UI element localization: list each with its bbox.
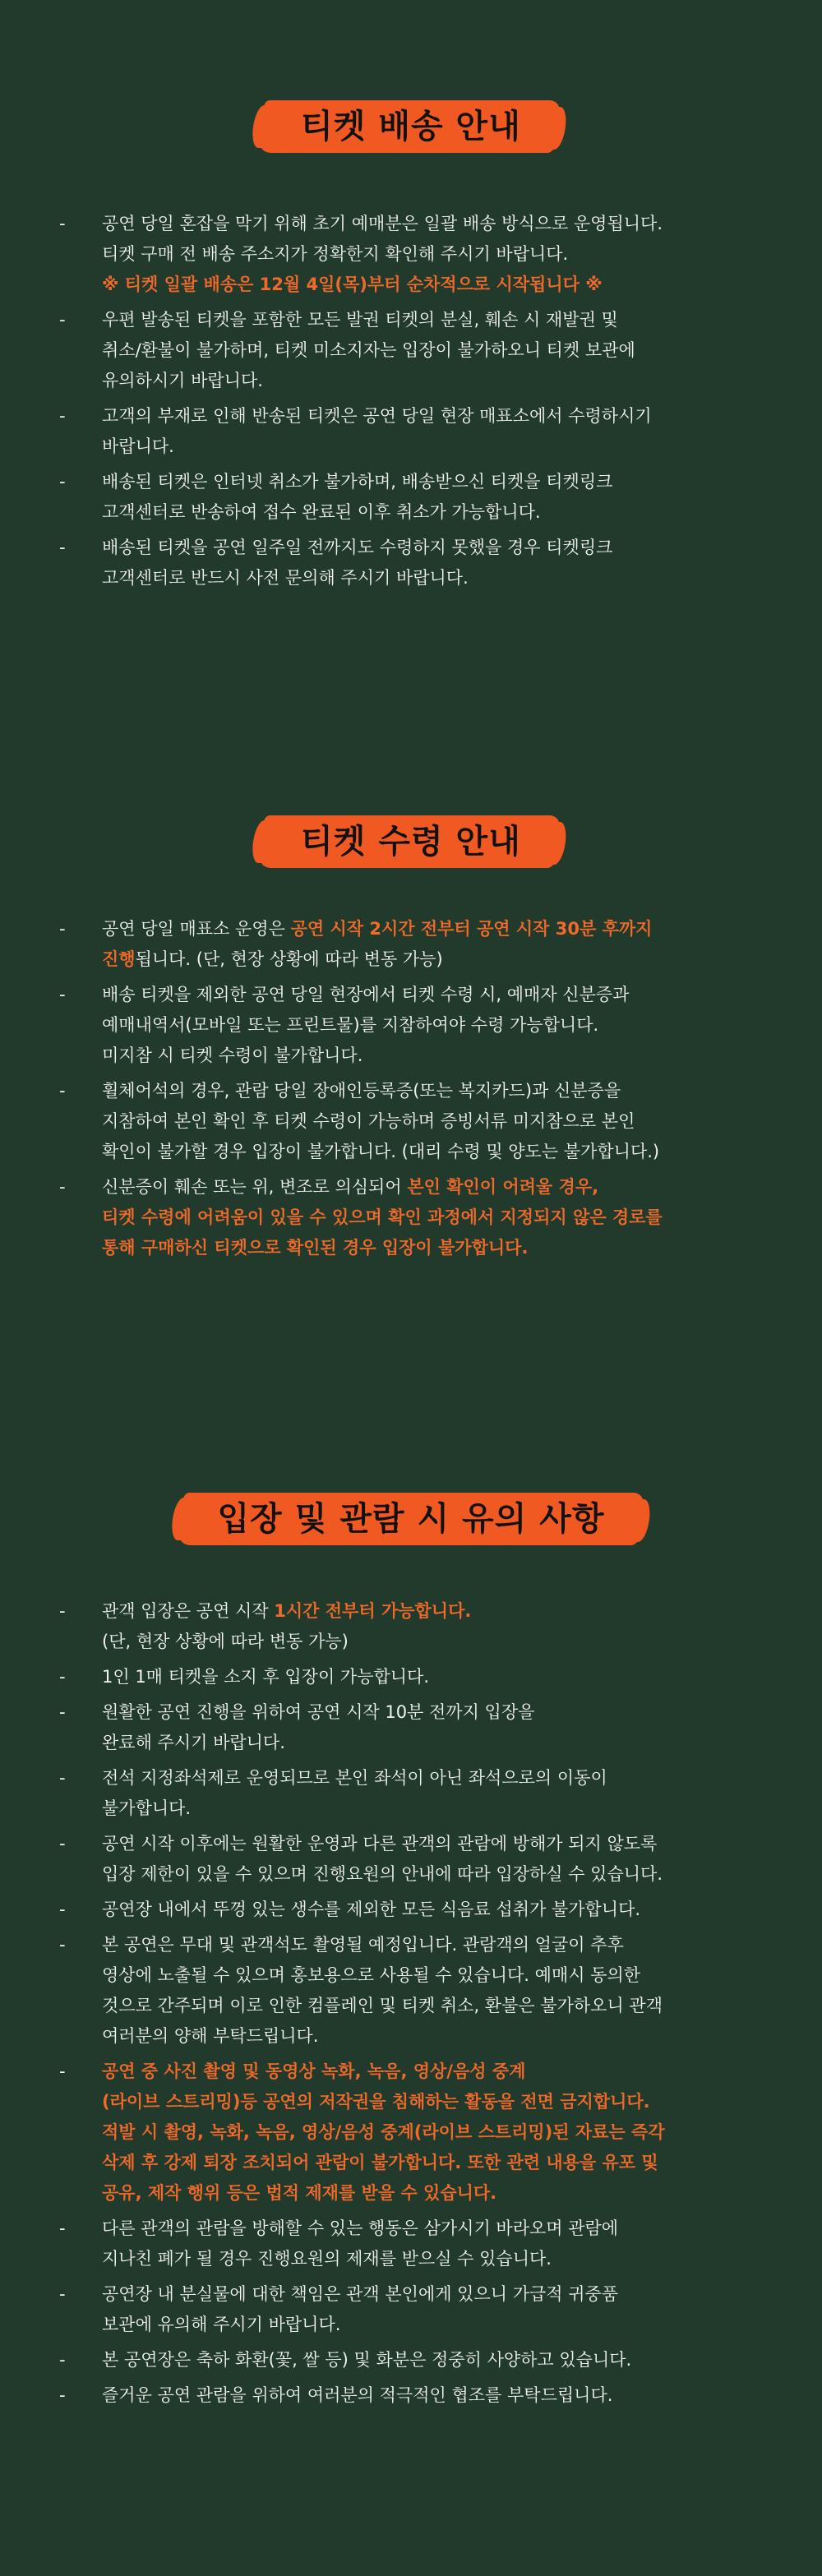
list-item: - 공연 당일 매표소 운영은 공연 시작 2시간 전부터 공연 시작 30분 후까지 진행됩니다. (단, 현장 상황에 따라 변동 가능) [59, 914, 766, 975]
admission-notice-section [0, 1481, 822, 1555]
section-header [0, 89, 822, 163]
list-item: - 배송 티켓을 제외한 공연 당일 현장에서 티켓 수령 시, 예매자 신분증과 예매내역서(모바일 또는 프린트물)를 지참하여야 수령 가능합니다. 미지참 시 티켓 수령이 불가합니다. [59, 980, 766, 1071]
list-item: - 우편 발송된 티켓을 포함한 모든 발권 티켓의 분실, 훼손 시 재발권 및 취소/환불이 불가하며, 티켓 미소지자는 입장이 불가하오니 티켓 보관에 유의하시기 바랍니다. [59, 305, 766, 396]
list-item: - 휠체어석의 경우, 관람 당일 장애인등록증(또는 복지카드)과 신분증을 지참하여 본인 확인 후 티켓 수령이 가능하며 증빙서류 미지참으로 본인 확인이 불가할 경우 입장이 불가합니다. (대리 수령 및 양도는 불가합니다.) [59, 1076, 766, 1167]
section-title: 티켓 배송 안내 [301, 108, 521, 145]
admission-notice-list [59, 1596, 766, 2416]
ticket-delivery-list [59, 209, 766, 598]
list-item: - 배송된 티켓은 인터넷 취소가 불가하며, 배송받으신 티켓을 티켓링크 고객센터로 반송하여 접수 완료된 이후 취소가 가능합니다. [59, 467, 766, 528]
ticket-delivery-section [0, 89, 822, 163]
list-item: - 1인 1매 티켓을 소지 후 입장이 가능합니다. [59, 1662, 766, 1692]
list-item: - 신분증이 훼손 또는 위, 변조로 의심되어 본인 확인이 어려울 경우, 티켓 수령에 어려움이 있을 수 있으며 확인 과정에서 지정되지 않은 경로를 통해 구매하신 티켓으로 확인된 경우 입장이 불가합니다. [59, 1172, 766, 1263]
list-item-copyright-warning: - 공연 중 사진 촬영 및 동영상 녹화, 녹음, 영상/음성 중계 (라이브 스트리밍)등 공연의 저작권을 침해하는 활동을 전면 금지합니다. 적발 시 촬영, 녹화, 녹음, 영상/음성 중계(라이브 스트리밍)된 자료는 즉각 삭제 후 강제 퇴장 조치되어 관람이 불가합니다. 또한 관련 내용을 유포 및 공유, 제작 행위 등은 법적 제재를 받을 수 있습니다. [59, 2057, 766, 2209]
list-item: - 배송된 티켓을 공연 일주일 전까지도 수령하지 못했을 경우 티켓링크 고객센터로 반드시 사전 문의해 주시기 바랍니다. [59, 533, 766, 593]
list-item: - 공연장 내에서 뚜껑 있는 생수를 제외한 모든 식음료 섭취가 불가합니다. [59, 1895, 766, 1925]
list-item: - 본 공연은 무대 및 관객석도 촬영될 예정입니다. 관람객의 얼굴이 추후 영상에 노출될 수 있으며 홍보용으로 사용될 수 있습니다. 예매시 동의한 것으로 간주되며 이로 인한 컴플레인 및 티켓 취소, 환불은 불가하오니 관객 여러분의 양해 부탁드립니다. [59, 1930, 766, 2052]
section-header [0, 804, 822, 878]
list-item: - 공연 시작 이후에는 원활한 운영과 다른 관객의 관람에 방해가 되지 않도록 입장 제한이 있을 수 있으며 진행요원의 안내에 따라 입장하실 수 있습니다. [59, 1829, 766, 1890]
list-item: - 전석 지정좌석제로 운영되므로 본인 좌석이 아닌 좌석으로의 이동이 불가합니다. [59, 1763, 766, 1824]
list-item: - 다른 관객의 관람을 방해할 수 있는 행동은 삼가시기 바라오며 관람에 지나친 폐가 될 경우 진행요원의 제재를 받으실 수 있습니다. [59, 2214, 766, 2274]
list-item: - 고객의 부재로 인해 반송된 티켓은 공연 당일 현장 매표소에서 수령하시기 바랍니다. [59, 401, 766, 462]
ticket-pickup-list [59, 914, 766, 1268]
list-item: - 본 공연장은 축하 화환(꽃, 쌀 등) 및 화분은 정중히 사양하고 있습니다. [59, 2345, 766, 2375]
delivery-start-notice: ※ 티켓 일괄 배송은 12월 4일(목)부터 순차적으로 시작됩니다 ※ [102, 275, 603, 294]
list-item: - 즐거운 공연 관람을 위하여 여러분의 적극적인 협조를 부탁드립니다. [59, 2380, 766, 2411]
list-item: - 원활한 공연 진행을 위하여 공연 시작 10분 전까지 입장을 완료해 주시기 바랍니다. [59, 1697, 766, 1758]
section-title: 입장 및 관람 시 유의 사항 [217, 1500, 605, 1538]
list-item: - 관객 입장은 공연 시작 1시간 전부터 가능합니다. (단, 현장 상황에 따라 변동 가능) [59, 1596, 766, 1657]
section-title: 티켓 수령 안내 [301, 823, 521, 861]
ticket-pickup-section [0, 804, 822, 878]
list-item: - 공연 당일 혼잡을 막기 위해 초기 예매분은 일괄 배송 방식으로 운영됩니다. 티켓 구매 전 배송 주소지가 정확한지 확인해 주시기 바랍니다. ※ 티켓 일괄 배송은 12월 4일(목)부터 순차적으로 시작됩니다 ※ [59, 209, 766, 300]
list-item: - 공연장 내 분실물에 대한 책임은 관객 본인에게 있으니 가급적 귀중품 보관에 유의해 주시기 바랍니다. [59, 2279, 766, 2340]
section-header [0, 1481, 822, 1555]
